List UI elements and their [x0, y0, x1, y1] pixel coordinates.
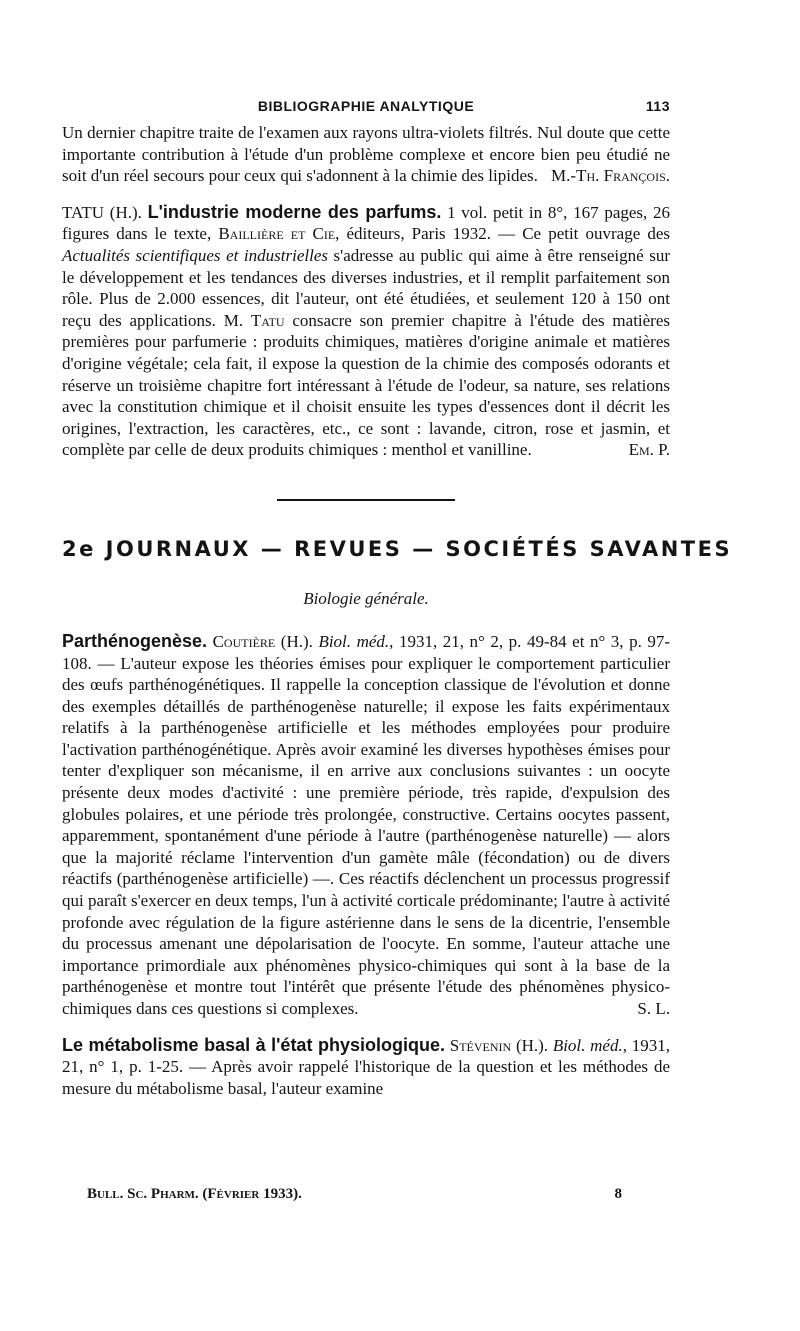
- section-divider-rule: [277, 499, 455, 501]
- tatu-body-2: consacre son premier chapitre à l'étude des matières premières pour parfumerie : produits chimiques, matières d'origine animale et matières d'origine végétale; cela fait, il expose la question de la chimie des composés odorants et réserve un troisième chapitre fort intéressant à l'étude de l'odeur, sa nature, ses relations avec la constitution chimique et il choisit ensuite les types d'essences dont il décrit les origines, l'extraction, les caractères, etc., ce sont : lavande, citron, rose et jasmin, et complète par celle de deux produits chimiques : menthol et vanilline.: [62, 310, 671, 460]
- section-heading: 2e JOURNAUX — REVUES — SOCIÉTÉS SAVANTES: [62, 536, 733, 561]
- tatu-details: 1 vol. petit in 8°, 167 pages, 26 figures dans le texte,: [62, 202, 671, 244]
- tatu-body-1: s'adresse au public qui aime à être renseigné sur le développement et les tendances des diverses industries, et il remplit parfaitement son rôle. Plus de 2.000 essences, dit l'auteur, ont été étudiées, et seulement 120 à 150 ont reçu des applications.: [62, 245, 670, 330]
- running-title: BIBLIOGRAPHIE ANALYTIQUE: [257, 98, 475, 114]
- footer-journal-reference: Bull. Sc. Pharm. (Février 1933).: [87, 1186, 302, 1202]
- parthenogenese-title: Parthénogenèse.: [62, 630, 208, 651]
- tatu-publisher: Baillière et Cie: [218, 224, 336, 244]
- tatu-series: Actualités scientifiques et industrielles: [62, 245, 328, 265]
- metabolisme-citation: , 1931, 21, n° 1, p. 1-25. —: [62, 1035, 670, 1077]
- section-subheading: Biologie générale.: [303, 588, 429, 608]
- review-continuation-paragraph: [62, 122, 670, 187]
- tatu-book-title: L'industrie moderne des parfums.: [147, 201, 442, 222]
- parthenogenese-author: Coutière (H.).: [212, 631, 313, 651]
- parthenogenese-signature: S. L.: [637, 999, 670, 1018]
- tatu-body-2-prefix: M.: [223, 310, 244, 330]
- review-signature: M.-Th. François.: [551, 166, 670, 186]
- running-header: [62, 98, 670, 122]
- parthenogenese-citation: , 1931, 21, n° 2, p. 49-84 et n° 3, p. 97-108. —: [62, 631, 671, 673]
- tatu-author: TATU (H.).: [62, 202, 142, 222]
- page-content: [62, 98, 733, 1099]
- page-number: 113: [645, 98, 670, 114]
- tatu-details-2: , éditeurs, Paris 1932. — Ce petit ouvrage des: [335, 224, 671, 244]
- parthenogenese-journal: Biol. méd.: [318, 631, 390, 651]
- parthenogenese-body: L'auteur expose les théories émises pour expliquer le comportement particulier des œufs parthénogénétiques. Il rappelle la conception classique de l'évolution et donne des exemples détaillés de parthénogenèse naturelle; il expose les faits expérimentaux relatifs à la parthénogenèse artificielle et les méthodes employées pour produire l'activation parthénogénétique. Après avoir examiné les diverses hypothèses émises pour tenter d'expliquer son mécanisme, il en arrive aux conclusions suivantes : un oocyte présente deux modes d'activité : une première période, très rapide, d'expulsion des globules polaires, et une période très prolongée, constructive. Certains oocytes passent, apparemment, spontanément d'une période à l'autre (parthénogenèse naturelle) — alors que la majorité réclame l'intervention d'un gamète mâle (fécondation) ou de divers réactifs (parthénogenèse artificielle) —. Ces réactifs déclenchent un processus progressif qui paraît s'exercer en deux temps, l'un à activité corticale prédominante; l'autre à activité profonde avec régulation de la figure astérienne dans le sens de la dicentrie, l'ensemble du processus amenant une dépolarisation de l'oocyte. En somme, l'auteur attache une importance primordiale aux phénomènes physico-chimiques qui sont à la base de la parthénogenèse et montre tout l'intérêt que présente l'étude des phénomènes physico-chimiques dans ces questions si complexes.: [62, 653, 671, 1018]
- metabolisme-author: Stévenin (H.).: [449, 1035, 549, 1055]
- metabolisme-body: Après avoir rappelé l'historique de la question et les méthodes de mesure du métabolisme basal, l'auteur examine: [62, 1057, 670, 1098]
- footer-signature-mark: 8: [614, 1186, 622, 1202]
- parthenogenese-paragraph: [62, 631, 670, 1020]
- tatu-signature: Em. P.: [628, 440, 670, 460]
- review-continuation-text: Un dernier chapitre traite de l'examen aux rayons ultra-violets filtrés. Nul doute que cette importante contribution à l'étude d'un problème complexe et encore bien peu étudié ne soit d'un réel secours pour ceux qui s'adonnent à la chimie des lipides.: [62, 123, 670, 186]
- tatu-name: Tatu: [250, 310, 285, 330]
- metabolisme-journal: Biol. méd.: [552, 1035, 623, 1055]
- metabolisme-paragraph: [62, 1035, 670, 1100]
- metabolisme-title: Le métabolisme basal à l'état physiologique.: [62, 1034, 445, 1055]
- tatu-review-paragraph: [62, 202, 670, 461]
